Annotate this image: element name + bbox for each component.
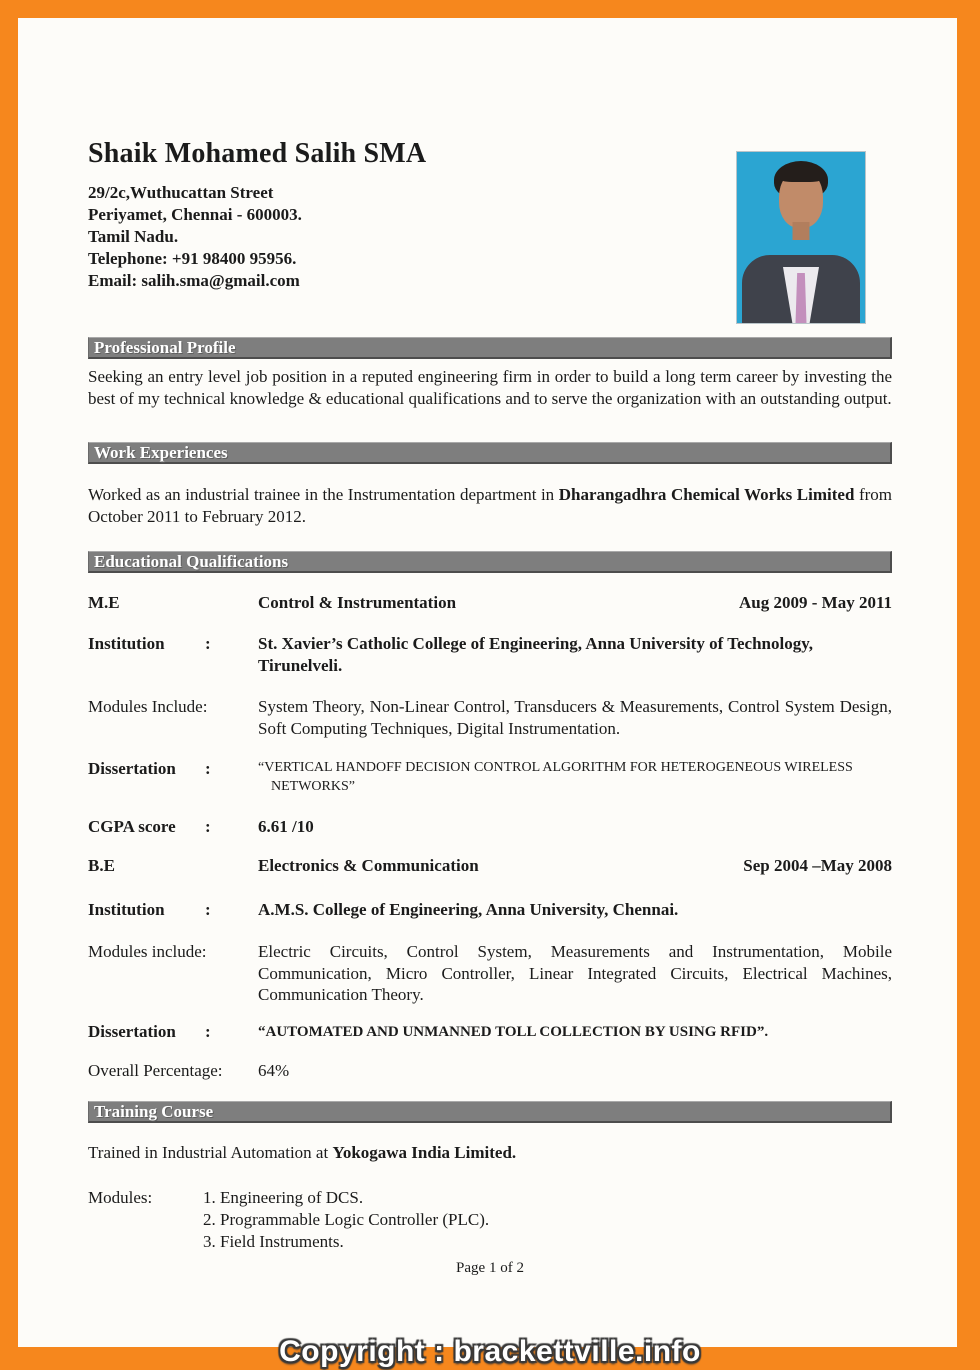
section-header-educational-qualifications: Educational Qualifications — [88, 551, 892, 573]
training-modules-list — [203, 1187, 892, 1253]
section-header-training-course: Training Course — [88, 1101, 892, 1123]
be-institution-row — [88, 899, 892, 921]
be-degree: B.E — [88, 856, 115, 875]
photo-tie — [796, 273, 807, 323]
me-dissertation-colon: : — [205, 759, 211, 778]
portrait-photo — [737, 152, 865, 323]
be-institution-colon: : — [205, 900, 211, 919]
be-institution-label: Institution — [88, 900, 165, 919]
me-modules-value: System Theory, Non-Linear Control, Transducers & Measurements, Control System Design, Soft Computing Techniques, Digital Instrumentation. — [258, 697, 892, 738]
address-state: Tamil Nadu. — [88, 227, 179, 246]
photo-neck — [793, 222, 810, 240]
be-score-row — [88, 1060, 892, 1082]
be-institution-value: A.M.S. College of Engineering, Anna University, Chennai. — [258, 900, 679, 919]
be-modules-row — [88, 941, 892, 1006]
be-modules-value: Electric Circuits, Control System, Measurements and Instrumentation, Mobile Communication, Micro Controller, Linear Integrated Circuits, Electrical Machines, Communication Theory. — [258, 942, 892, 1004]
be-degree-row — [88, 856, 892, 876]
work-text-prefix: Worked as an industrial trainee in the Instrumentation department in — [88, 485, 559, 504]
training-modules-row — [88, 1187, 892, 1253]
me-modules-label: Modules Include: — [88, 697, 208, 716]
resume-sheet — [18, 18, 957, 1348]
work-text-suffix: from October 2011 to February 2012. — [88, 485, 893, 526]
me-institution-row — [88, 633, 892, 677]
be-period: Sep 2004 –May 2008 — [743, 856, 892, 875]
section-header-work-experiences: Work Experiences — [88, 442, 892, 464]
training-company-name: Yokogawa India Limited. — [332, 1143, 517, 1162]
telephone-line: Telephone: +91 98400 95956. — [88, 249, 297, 268]
me-score-value: 6.61 /10 — [258, 817, 314, 836]
page-indicator: Page 1 of 2 — [456, 1260, 524, 1276]
be-modules-label: Modules include: — [88, 942, 207, 961]
professional-profile-text: Seeking an entry level job position in a reputed engineering firm in order to build a long term career by investing the best of my technical knowledge & educational qualifications and to serve the organization with an outstanding output. — [88, 367, 892, 408]
me-score-row — [88, 816, 892, 838]
training-module-item: 3. Field Instruments. — [203, 1232, 344, 1251]
me-institution-label: Institution — [88, 634, 165, 653]
training-modules-label: Modules: — [88, 1188, 153, 1207]
training-text-prefix: Trained in Industrial Automation at — [88, 1143, 333, 1162]
me-dissertation-row — [88, 758, 892, 796]
be-dissertation-row — [88, 1021, 892, 1043]
be-dissertation-label: Dissertation — [88, 1022, 176, 1041]
photo-hair-fringe — [778, 166, 824, 182]
training-text — [88, 1142, 892, 1164]
training-module-item: 2. Programmable Logic Controller (PLC). — [203, 1210, 490, 1229]
me-degree: M.E — [88, 593, 120, 612]
address-city: Periyamet, Chennai - 600003. — [88, 205, 302, 224]
email-line: Email: salih.sma@gmail.com — [88, 271, 300, 290]
copyright-watermark: Copyright : brackettville.info — [279, 1335, 701, 1368]
work-experience-text — [88, 484, 892, 528]
candidate-name: Shaik Mohamed Salih SMA — [88, 138, 427, 169]
section-header-professional-profile: Professional Profile — [88, 337, 892, 359]
me-dissertation-value: “VERTICAL HANDOFF DECISION CONTROL ALGORITHM FOR HETEROGENEOUS WIRELESS NETWORKS” — [258, 760, 853, 794]
be-field: Electronics & Communication — [258, 856, 479, 875]
me-period: Aug 2009 - May 2011 — [739, 593, 892, 612]
me-degree-row — [88, 593, 892, 613]
work-company-name: Dharangadhra Chemical Works Limited — [558, 485, 855, 504]
be-dissertation-colon: : — [205, 1022, 211, 1041]
me-modules-row — [88, 696, 892, 740]
me-institution-value: St. Xavier’s Catholic College of Engineering, Anna University of Technology, Tirunelveli. — [258, 634, 814, 675]
training-module-item: 1. Engineering of DCS. — [203, 1188, 364, 1207]
me-dissertation-label: Dissertation — [88, 759, 176, 778]
be-score-label: Overall Percentage: — [88, 1061, 223, 1080]
be-dissertation-value: “AUTOMATED AND UNMANNED TOLL COLLECTION BY USING RFID”. — [258, 1024, 769, 1040]
me-score-label: CGPA score — [88, 817, 176, 836]
me-institution-colon: : — [205, 634, 211, 653]
me-score-colon: : — [205, 817, 211, 836]
be-score-value: 64% — [258, 1061, 290, 1080]
address-street: 29/2c,Wuthucattan Street — [88, 183, 274, 202]
me-field: Control & Instrumentation — [258, 593, 457, 612]
